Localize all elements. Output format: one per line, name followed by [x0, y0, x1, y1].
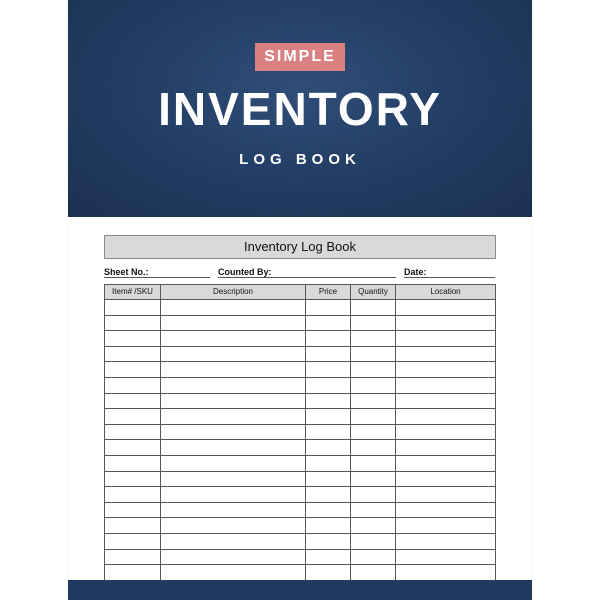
table-cell — [351, 565, 396, 581]
column-header-sku: Item# /SKU — [105, 285, 161, 300]
cover-subtitle: LOG BOOK — [239, 151, 361, 168]
table-cell — [161, 518, 306, 534]
table-cell — [306, 300, 351, 316]
table-cell — [105, 377, 161, 393]
table-row — [105, 471, 496, 487]
table-cell — [396, 315, 496, 331]
table-cell — [351, 455, 396, 471]
table-cell — [396, 424, 496, 440]
table-cell — [351, 409, 396, 425]
table-cell — [396, 487, 496, 503]
table-cell — [161, 424, 306, 440]
inventory-table — [104, 284, 496, 581]
book-cover — [68, 0, 532, 600]
table-cell — [161, 393, 306, 409]
table-cell — [161, 409, 306, 425]
table-cell — [396, 549, 496, 565]
table-cell — [306, 377, 351, 393]
table-cell — [161, 565, 306, 581]
table-body — [105, 300, 496, 581]
table-cell — [396, 346, 496, 362]
table-cell — [396, 362, 496, 378]
column-header-quantity: Quantity — [351, 285, 396, 300]
table-cell — [351, 393, 396, 409]
table-header-row — [105, 285, 496, 300]
table-cell — [105, 518, 161, 534]
table-row — [105, 565, 496, 581]
table-cell — [351, 377, 396, 393]
table-row — [105, 362, 496, 378]
table-cell — [105, 331, 161, 347]
table-cell — [161, 471, 306, 487]
table-cell — [351, 549, 396, 565]
table-cell — [396, 409, 496, 425]
table-cell — [306, 502, 351, 518]
table-cell — [105, 409, 161, 425]
date-line — [404, 277, 495, 278]
table-cell — [396, 393, 496, 409]
table-cell — [161, 455, 306, 471]
table-row — [105, 549, 496, 565]
table-cell — [351, 300, 396, 316]
table-cell — [161, 315, 306, 331]
table-row — [105, 409, 496, 425]
column-header-price: Price — [306, 285, 351, 300]
table-cell — [161, 346, 306, 362]
table-row — [105, 331, 496, 347]
table-cell — [306, 471, 351, 487]
table-cell — [161, 377, 306, 393]
table-cell — [396, 300, 496, 316]
table-row — [105, 393, 496, 409]
table-cell — [105, 393, 161, 409]
table-cell — [306, 565, 351, 581]
table-row — [105, 300, 496, 316]
table-cell — [105, 440, 161, 456]
sheet-no-line — [104, 277, 210, 278]
table-cell — [105, 315, 161, 331]
date-label: Date: — [404, 267, 427, 277]
table-cell — [306, 315, 351, 331]
table-cell — [161, 502, 306, 518]
table-cell — [306, 409, 351, 425]
table-row — [105, 518, 496, 534]
table-cell — [105, 346, 161, 362]
table-row — [105, 377, 496, 393]
table-cell — [306, 393, 351, 409]
table-cell — [396, 455, 496, 471]
column-header-location: Location — [396, 285, 496, 300]
table-row — [105, 440, 496, 456]
table-cell — [396, 377, 496, 393]
table-cell — [306, 455, 351, 471]
table-cell — [396, 533, 496, 549]
table-cell — [306, 518, 351, 534]
table-cell — [351, 346, 396, 362]
table-cell — [105, 565, 161, 581]
table-cell — [161, 440, 306, 456]
table-row — [105, 487, 496, 503]
table-cell — [396, 565, 496, 581]
table-cell — [396, 502, 496, 518]
table-cell — [306, 440, 351, 456]
table-row — [105, 315, 496, 331]
table-cell — [105, 424, 161, 440]
table-cell — [351, 502, 396, 518]
table-cell — [105, 471, 161, 487]
table-cell — [396, 471, 496, 487]
cover-title: INVENTORY — [158, 83, 442, 135]
table-cell — [306, 362, 351, 378]
table-cell — [351, 440, 396, 456]
table-cell — [105, 502, 161, 518]
table-cell — [306, 549, 351, 565]
table-cell — [306, 346, 351, 362]
table-cell — [161, 487, 306, 503]
table-cell — [105, 549, 161, 565]
table-cell — [161, 533, 306, 549]
table-row — [105, 533, 496, 549]
table-cell — [306, 424, 351, 440]
table-cell — [306, 487, 351, 503]
table-cell — [105, 487, 161, 503]
counted-by-line — [218, 277, 396, 278]
table-cell — [161, 331, 306, 347]
form-title: Inventory Log Book — [104, 235, 496, 259]
table-row — [105, 502, 496, 518]
table-row — [105, 455, 496, 471]
table-cell — [105, 362, 161, 378]
table-cell — [105, 533, 161, 549]
simple-badge: SIMPLE — [255, 43, 345, 71]
sheet-no-label: Sheet No.: — [104, 267, 149, 277]
table-cell — [351, 362, 396, 378]
footer-bar — [68, 580, 532, 600]
table-cell — [351, 424, 396, 440]
table-cell — [351, 331, 396, 347]
cover-banner — [68, 0, 532, 217]
table-cell — [396, 440, 496, 456]
table-cell — [306, 533, 351, 549]
table-cell — [351, 533, 396, 549]
table-row — [105, 346, 496, 362]
table-cell — [396, 518, 496, 534]
table-cell — [161, 300, 306, 316]
table-cell — [351, 487, 396, 503]
counted-by-label: Counted By: — [218, 267, 272, 277]
table-row — [105, 424, 496, 440]
table-cell — [396, 331, 496, 347]
column-header-description: Description — [161, 285, 306, 300]
table-cell — [351, 518, 396, 534]
table-cell — [105, 300, 161, 316]
table-cell — [161, 549, 306, 565]
table-cell — [306, 331, 351, 347]
table-cell — [161, 362, 306, 378]
table-cell — [351, 471, 396, 487]
table-cell — [351, 315, 396, 331]
table-cell — [105, 455, 161, 471]
